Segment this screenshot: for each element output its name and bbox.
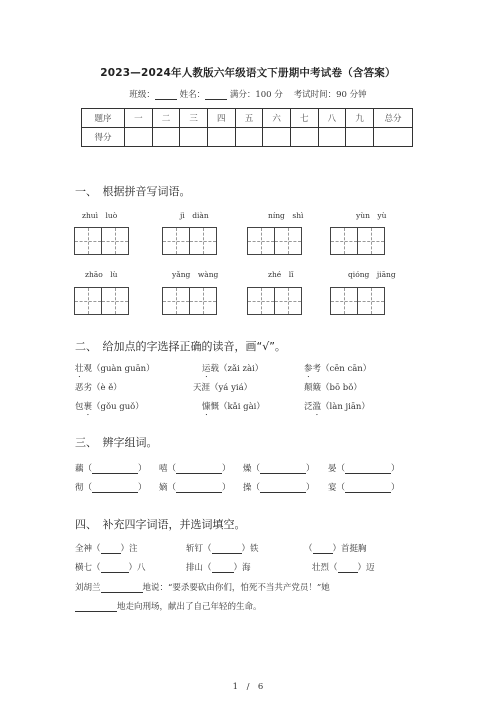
score-cell bbox=[346, 128, 374, 147]
section3-heading: 三、 辨字组词。 bbox=[75, 436, 158, 449]
word-item[interactable]: 嫡（ ） bbox=[159, 483, 231, 493]
section4-heading: 四、 补充四字词语，并选词填空。 bbox=[75, 518, 246, 531]
pinyin-label: zhāo lù bbox=[85, 270, 118, 279]
reading-item[interactable]: 恶劣（è ě） bbox=[75, 383, 122, 393]
word-item[interactable]: 彻（ ） bbox=[75, 483, 147, 493]
fill-sentence[interactable]: 刘胡兰 地说：“要杀要砍由你们，怕死不当共产党员！”她 bbox=[75, 583, 330, 593]
pinyin-label: zhuì luò bbox=[82, 211, 118, 220]
score-table bbox=[81, 108, 413, 147]
pinyin-label: yùn yù bbox=[356, 211, 387, 220]
fill-sentence[interactable]: 地走向刑场，献出了自己年轻的生命。 bbox=[75, 600, 262, 612]
exam-info bbox=[0, 88, 496, 100]
idiom-item[interactable]: 排山（ ）海 bbox=[186, 563, 251, 573]
grid-cell[interactable] bbox=[330, 227, 358, 255]
idiom-item[interactable]: （ ）首挺胸 bbox=[304, 544, 367, 554]
score-header-cell: 一 bbox=[125, 109, 153, 128]
grid-cell[interactable] bbox=[162, 287, 190, 315]
grid-cell[interactable] bbox=[74, 287, 102, 315]
section2-heading: 二、 给加点的字选择正确的读音，画“√”。 bbox=[75, 340, 286, 353]
grid-cell[interactable] bbox=[189, 227, 217, 255]
score-cell bbox=[125, 128, 153, 147]
pinyin-label: zhé lǐ bbox=[268, 270, 294, 279]
score-header-cell: 题序 bbox=[82, 109, 125, 128]
reading-item[interactable]: 包裹（gǒu guǒ） bbox=[75, 402, 144, 412]
score-header-cell: 总分 bbox=[374, 109, 413, 128]
idiom-item[interactable]: 全神（ ）注 bbox=[75, 544, 138, 554]
score-header-cell: 六 bbox=[263, 109, 291, 128]
writing-grid[interactable] bbox=[162, 227, 216, 255]
grid-cell[interactable] bbox=[101, 287, 129, 315]
grid-cell[interactable] bbox=[101, 227, 129, 255]
score-cell bbox=[152, 128, 180, 147]
pinyin-label: níng shì bbox=[268, 211, 304, 220]
writing-grid[interactable] bbox=[330, 227, 384, 255]
pinyin-label: yǎng wàng bbox=[172, 270, 219, 279]
pinyin-label: jì diàn bbox=[180, 211, 209, 220]
class-label: 班级： bbox=[129, 90, 155, 100]
score-header-row bbox=[82, 109, 413, 128]
reading-item[interactable]: 壮观（guàn guān） bbox=[75, 364, 155, 374]
exam-title: 2023—2024年人教版六年级语文下册期中考试卷（含答案） bbox=[100, 67, 396, 79]
score-cell bbox=[374, 128, 413, 147]
word-item[interactable]: 操（ ） bbox=[243, 483, 315, 493]
idiom-item[interactable]: 横七（ ）八 bbox=[75, 563, 146, 573]
score-header-cell: 九 bbox=[346, 109, 374, 128]
score-cell bbox=[290, 128, 318, 147]
grid-cell[interactable] bbox=[74, 227, 102, 255]
score-header-cell: 三 bbox=[180, 109, 208, 128]
word-item[interactable]: 宴（ ） bbox=[328, 483, 400, 493]
writing-grid[interactable] bbox=[74, 227, 128, 255]
score-cell bbox=[235, 128, 263, 147]
grid-cell[interactable] bbox=[162, 227, 190, 255]
grid-cell[interactable] bbox=[274, 287, 302, 315]
writing-grid[interactable] bbox=[330, 287, 384, 315]
word-item[interactable]: 燥（ ） bbox=[243, 464, 315, 474]
writing-grid[interactable] bbox=[247, 227, 301, 255]
score-cell bbox=[263, 128, 291, 147]
writing-grid[interactable] bbox=[247, 287, 301, 315]
exam-time: 考试时间：90 分钟 bbox=[293, 90, 367, 100]
grid-cell[interactable] bbox=[247, 287, 275, 315]
score-cell bbox=[318, 128, 346, 147]
score-header-cell: 七 bbox=[290, 109, 318, 128]
writing-grid[interactable] bbox=[162, 287, 216, 315]
score-cell bbox=[207, 128, 235, 147]
reading-item[interactable]: 慷慨（kǎi gài） bbox=[202, 402, 265, 412]
grid-cell[interactable] bbox=[357, 287, 385, 315]
grid-cell[interactable] bbox=[357, 227, 385, 255]
score-row-label: 得分 bbox=[82, 128, 125, 147]
reading-item[interactable]: 天涯（yá yiá） bbox=[193, 383, 253, 393]
grid-cell[interactable] bbox=[274, 227, 302, 255]
page-number: 1 / 6 bbox=[232, 682, 264, 692]
reading-item[interactable]: 运载（zǎi zài） bbox=[202, 364, 264, 374]
word-item[interactable]: 嘻（ ） bbox=[159, 464, 231, 474]
score-cell bbox=[180, 128, 208, 147]
idiom-item[interactable]: 斩钉（ ）铁 bbox=[186, 544, 259, 554]
score-header-cell: 五 bbox=[235, 109, 263, 128]
reading-item[interactable]: 泛滥（làn jiān） bbox=[304, 402, 370, 412]
word-item[interactable]: 晏（ ） bbox=[328, 464, 400, 474]
name-label: 姓名： bbox=[179, 90, 206, 100]
class-blank bbox=[155, 90, 177, 100]
reading-item[interactable]: 参考（cēn cān） bbox=[304, 364, 372, 374]
name-blank bbox=[205, 90, 227, 100]
score-value-row bbox=[82, 128, 413, 147]
grid-cell[interactable] bbox=[330, 287, 358, 315]
section1-heading: 一、 根据拼音写词语。 bbox=[75, 185, 191, 198]
score-header-cell: 二 bbox=[152, 109, 180, 128]
grid-cell[interactable] bbox=[189, 287, 217, 315]
reading-item[interactable]: 颠簸（bō bǒ） bbox=[304, 383, 362, 393]
score-header-cell: 八 bbox=[318, 109, 346, 128]
pinyin-label: qióng jiāng bbox=[348, 270, 396, 279]
idiom-item[interactable]: 壮烈（ ）迈 bbox=[312, 563, 375, 573]
word-item[interactable]: 藕（ ） bbox=[75, 464, 147, 474]
score-header-cell: 四 bbox=[207, 109, 235, 128]
writing-grid[interactable] bbox=[74, 287, 128, 315]
grid-cell[interactable] bbox=[247, 227, 275, 255]
full-score: 满分：100 分 bbox=[229, 90, 283, 100]
